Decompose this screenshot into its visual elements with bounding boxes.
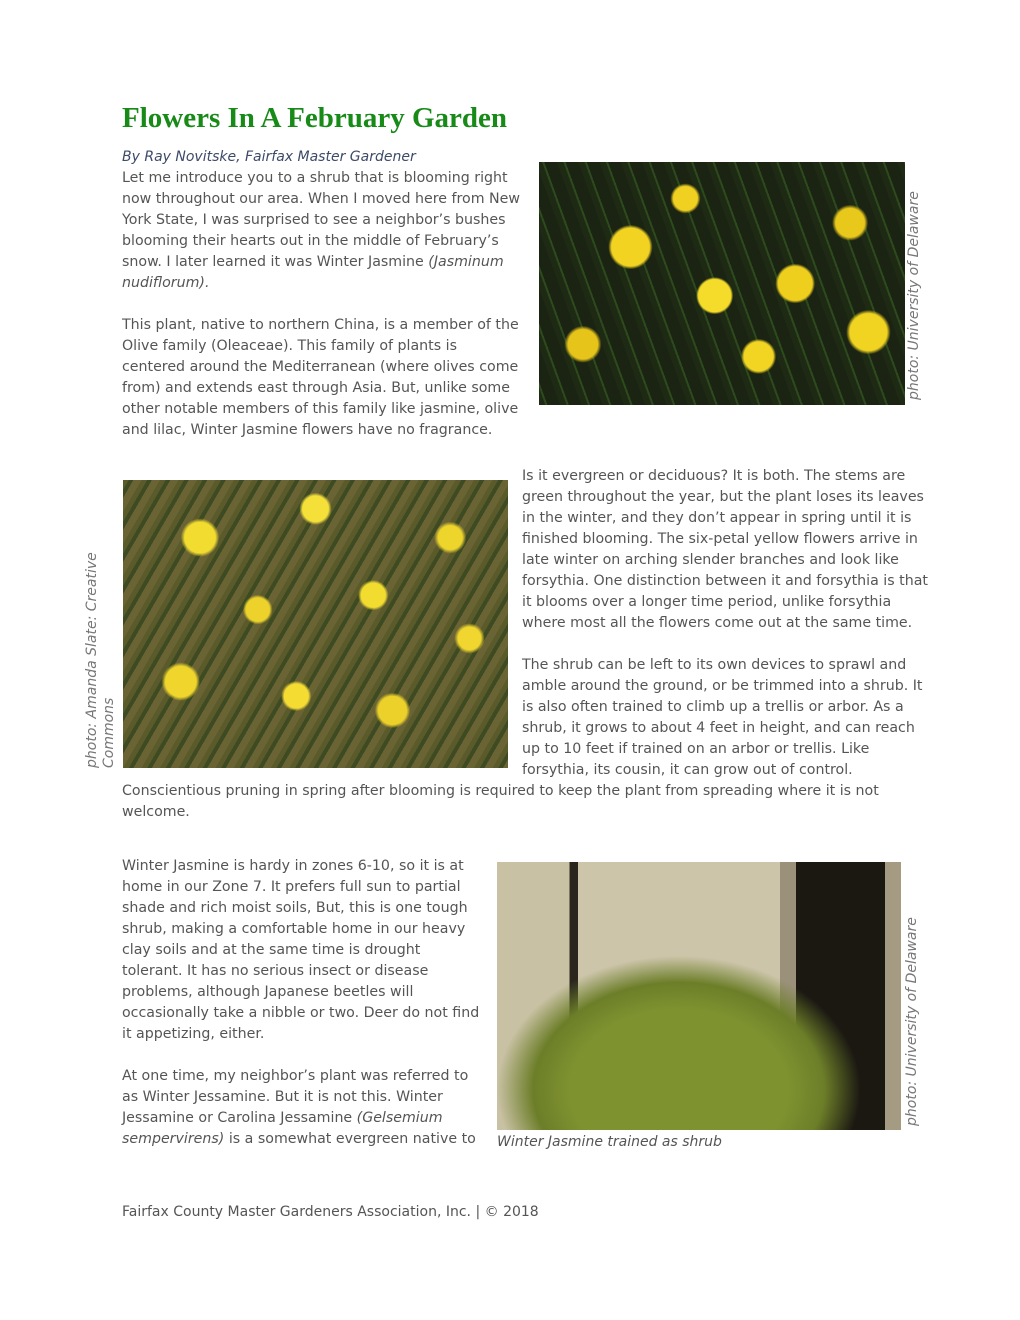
paragraph: The shrub can be left to its own devices to sprawl and amble around the ground, or be trimmed into a shrub. It is also often trained to climb up a trellis or arbor. As a shrub, it grows to about 4 feet in height, and can reach up to 10 feet if trained on an arbor or trellis. Like forsythia, its cousin, it can grow out of control. Conscientious pruning in spring after blooming is required to keep the plant from spreading where it is not welcome. xyxy=(122,657,923,820)
photo-credit: photo: University of Delaware xyxy=(904,917,920,1126)
photo-jasmine-branches xyxy=(123,480,508,768)
photo-credit: photo: Amanda Slate: Creative Commons xyxy=(84,552,117,768)
paragraph: Is it evergreen or deciduous? It is both. The stems are green throughout the year, but the plant loses its leaves in the winter, and they don’t appear in spring until it is finished blooming. The six-petal yellow flowers arrive in late winter on arching slender branches and look like forsythia. One distinction between it and forsythia is that it blooms over a longer time period, unlike forsythia where most all the flowers come out at the same time. xyxy=(522,468,928,631)
figure-1 xyxy=(539,168,922,430)
paragraph: Let me introduce you to a shrub that is blooming right now throughout our area. When I moved here from New York State, I was surprised to see a neighbor’s bushes blooming their hearts out in the middle of February’s snow. I later learned it was Winter Jasmine (Jasminum nudiflorum). xyxy=(122,170,520,291)
photo-jasmine-shrub xyxy=(497,862,901,1130)
byline: By Ray Novitske, Fairfax Master Gardener xyxy=(122,149,416,165)
section-evergreen xyxy=(122,466,937,844)
section-intro xyxy=(122,168,922,462)
footer: Fairfax County Master Gardeners Association, Inc. | © 2018 xyxy=(122,1204,539,1220)
page-title: Flowers In A February Garden xyxy=(122,102,508,134)
figure-2 xyxy=(122,466,508,770)
photo-caption: Winter Jasmine trained as shrub xyxy=(497,1134,722,1150)
paragraph: At one time, my neighbor’s plant was referred to as Winter Jessamine. But it is not this. Winter Jessamine or Carolina Jessamine (Gelsemium sempervirens) is a somewhat evergreen native to xyxy=(122,1068,476,1147)
photo-winter-jasmine-closeup xyxy=(539,162,905,405)
paragraph: Winter Jasmine is hardy in zones 6-10, so it is at home in our Zone 7. It prefers full sun to partial shade and rich moist soils, But, this is one tough shrub, making a comfortable home in our heavy clay soils and at the same time is drought tolerant. It has no serious insect or disease problems, although Japanese beetles will occasionally take a nibble or two. Deer do not find it appetizing, either. xyxy=(122,858,480,1042)
photo-credit: photo: University of Delaware xyxy=(906,191,922,400)
section-hardiness xyxy=(122,856,922,1171)
figure-3 xyxy=(497,856,922,1156)
paragraph: This plant, native to northern China, is a member of the Olive family (Oleaceae). This family of plants is centered around the Mediterranean (where olives come from) and extends east through Asia. But, unlike some other notable members of this family like jasmine, olive and lilac, Winter Jasmine flowers have no fragrance. xyxy=(122,317,519,438)
